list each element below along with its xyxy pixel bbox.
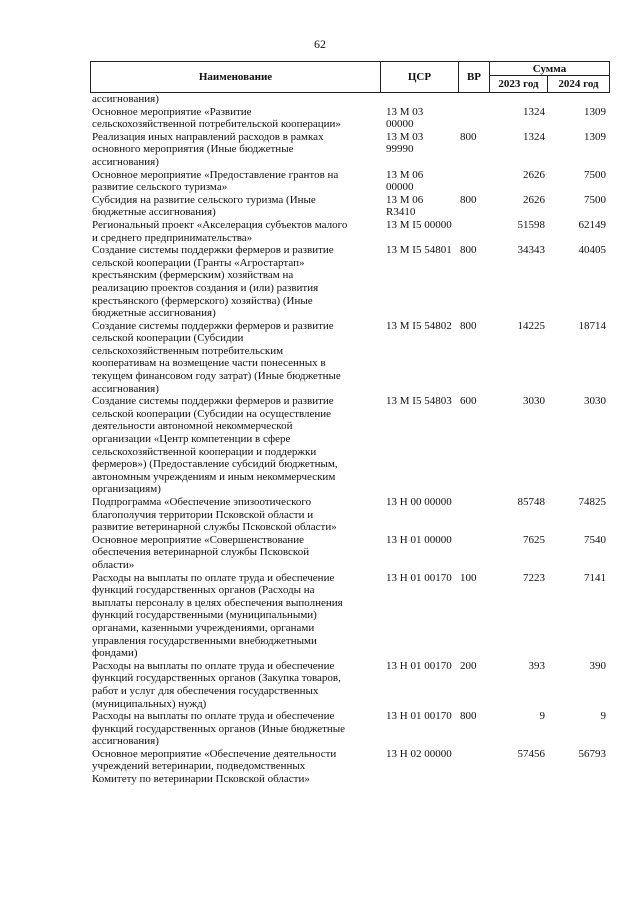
table-body [90,93,610,786]
row-vr [458,496,489,534]
table-row [90,131,610,169]
row-name-line: сельской кооперации (Субсидии на осуществление [92,407,332,420]
row-sum-2023: 2626 [523,168,545,181]
row-name-line: Расходы на выплаты по оплате труда и обеспечение [92,571,335,584]
row-sum-2024: 7500 [584,193,606,206]
table-row [90,106,610,131]
table-row [90,93,610,106]
row-name-line: области» [92,558,135,571]
row-vr: 800 [460,244,477,257]
row-sum-2023 [489,93,547,106]
row-name-line: (муниципальных) нужд) [92,697,207,710]
row-name [90,496,380,534]
row-name-line: Реализация иных направлений расходов в рамках [92,130,324,143]
row-csr-line: 13 Н 00 00000 [386,496,452,508]
table-header [90,61,610,93]
row-name-line: фермеров») (Предоставление субсидий бюджетным, [92,458,338,471]
row-vr [458,534,489,572]
row-name-line: Расходы на выплаты по оплате труда и обеспечение [92,710,335,723]
row-vr [458,219,489,244]
row-name-line: Создание системы поддержки фермеров и развитие [92,395,334,408]
row-csr-line: 00000 [386,118,414,131]
row-name-line: Подпрограмма «Обеспечение эпизоотического [92,496,312,508]
row-csr-line: 13 М I5 00000 [386,218,452,231]
row-name-line: Создание системы поддержки фермеров и развитие [92,319,334,332]
row-name-line: функций государственных органов (Расходы на [92,584,315,597]
row-name [90,93,380,106]
row-sum-2023: 57456 [517,747,545,760]
row-name-line: работ и услуг для обеспечения государственных [92,684,319,697]
table-row [90,748,610,786]
row-name-line: Основное мероприятие «Совершенствование [92,533,305,546]
table-row [90,169,610,194]
header-vr: ВР [459,62,490,92]
row-name-line: бюджетные ассигнования) [92,206,216,219]
page-number: 62 [314,37,326,51]
row-csr-line: 13 М 06 [386,168,424,181]
row-name-line: и среднего предпринимательства» [92,231,253,244]
row-name-line: ассигнования) [92,735,159,748]
row-sum-2024: 1309 [584,130,606,143]
row-vr: 800 [460,319,477,332]
row-sum-2024: 7540 [584,533,606,546]
row-vr: 800 [460,710,477,723]
row-csr [380,194,458,219]
row-sum-2023: 7625 [523,533,545,546]
row-sum-2024: 3030 [584,395,606,408]
row-name-line: сельскохозяйственной потребительской кооперации» [92,118,341,131]
row-csr [380,572,458,660]
row-name-line: ассигнования) [92,93,159,105]
row-name [90,395,380,496]
row-name-line: управления государственными внебюджетными [92,634,317,647]
row-vr [458,106,489,131]
header-name: Наименование [91,62,381,92]
row-csr-line: 99990 [386,143,414,156]
row-name [90,106,380,131]
row-name-line: сельской кооперации (Гранты «Агростартап» [92,256,305,269]
table-row [90,244,610,320]
row-sum-2024: 56793 [578,747,606,760]
row-csr-line: 13 Н 01 00170 [386,710,452,723]
row-name-line: организации «Центр компетенции в сфере [92,433,291,446]
row-name-line: Региональный проект «Акселерация субъектов малого [92,218,348,231]
header-csr: ЦСР [381,62,459,92]
row-csr-line: R3410 [386,206,416,219]
row-name-line: Комитету по ветеринарии Псковской области» [92,773,310,786]
row-name-line: бюджетные ассигнования) [92,307,216,320]
row-sum-2023: 1324 [523,105,545,118]
row-csr [380,660,458,710]
row-name-line: выплаты персоналу в целях обеспечения выполнения [92,596,343,609]
row-csr [380,244,458,320]
row-csr-line: 13 М I5 54801 [386,244,452,257]
row-name-line: крестьянским (фермерским) хозяйствам на [92,269,294,282]
row-csr [380,93,458,106]
row-name-line: фондами) [92,647,138,660]
row-sum-2023: 393 [528,659,545,672]
row-name [90,169,380,194]
table-row [90,496,610,534]
row-vr: 800 [460,130,477,143]
row-name [90,710,380,748]
row-sum-2024: 390 [589,659,606,672]
header-year-2024: 2024 год [558,78,599,90]
row-csr [380,169,458,194]
row-name-line: реализацию проектов создания и (или) развития [92,281,319,294]
row-csr-line: 13 Н 01 00170 [386,571,452,584]
row-name-line: деятельности автономной некоммерческой [92,420,293,433]
row-csr [380,534,458,572]
table-row [90,710,610,748]
row-name-line: развитие ветеринарной службы Псковской области» [92,521,337,534]
row-name-line: сельской кооперации (Субсидии [92,332,244,345]
row-sum-2024 [547,93,608,106]
header-sum: Сумма [490,62,609,76]
row-csr-line: 13 М 03 [386,105,424,118]
table-row [90,534,610,572]
row-name-line: основного мероприятия (Иные бюджетные [92,143,294,156]
row-name-line: кооперативам на возмещение части понесенных в [92,357,326,370]
row-name [90,534,380,572]
row-vr [458,93,489,106]
row-csr [380,395,458,496]
row-sum-2024: 7141 [584,571,606,584]
row-name-line: функций государственных органов (Закупка товаров, [92,672,341,685]
row-name-line: сельскохозяйственной кооперации и поддержки [92,445,317,458]
row-sum-2024: 18714 [578,319,606,332]
row-name-line: благополучия территории Псковской области и [92,508,314,521]
row-name [90,660,380,710]
row-csr-line: 13 Н 01 00000 [386,533,452,546]
row-name-line: органами, казенными учреждениями, органами [92,621,315,634]
row-name-line: организациям) [92,483,161,496]
row-vr: 200 [460,659,477,672]
row-name-line: учреждений ветеринарии, подведомственных [92,760,306,773]
row-sum-2023: 51598 [517,218,545,231]
row-csr [380,496,458,534]
table-row [90,572,610,660]
row-name [90,572,380,660]
row-csr-line: 13 М I5 54802 [386,319,452,332]
row-name [90,748,380,786]
row-sum-2023: 2626 [523,193,545,206]
row-name [90,244,380,320]
row-sum-2024: 62149 [578,218,606,231]
row-name-line: обеспечения ветеринарной службы Псковской [92,546,310,559]
row-sum-2024: 74825 [578,496,606,508]
row-csr-line: 00000 [386,181,414,194]
row-sum-2023: 1324 [523,130,545,143]
row-name-line: функций государственными (муниципальными) [92,609,317,622]
row-name-line: развитие сельского туризма» [92,181,228,194]
row-csr [380,748,458,786]
header-year-2023: 2023 год [490,76,548,92]
row-sum-2024: 1309 [584,105,606,118]
row-name-line: Субсидия на развитие сельского туризма (Иные [92,193,316,206]
row-csr-line: 13 Н 02 00000 [386,747,452,760]
row-csr [380,710,458,748]
row-name-line: сельскохозяйственным потребительским [92,344,284,357]
table-row [90,395,610,496]
row-csr-line: 13 Н 01 00170 [386,659,452,672]
row-name-line: Создание системы поддержки фермеров и развитие [92,244,334,257]
row-csr [380,106,458,131]
row-sum-2024: 40405 [578,244,606,257]
row-vr: 100 [460,571,477,584]
row-csr-line: 13 М 06 [386,193,424,206]
row-sum-2023: 7223 [523,571,545,584]
row-sum-2024: 9 [600,710,606,723]
row-vr [458,169,489,194]
row-vr [458,748,489,786]
row-csr-line: 13 М 03 [386,130,424,143]
row-name-line: Основное мероприятие «Развитие [92,105,252,118]
row-sum-2023: 34343 [517,244,545,257]
row-vr: 800 [460,193,477,206]
row-name-line: автономным учреждениям и иным некоммерческим [92,470,336,483]
row-name [90,320,380,396]
table-row [90,320,610,396]
row-sum-2024: 7500 [584,168,606,181]
row-name-line: ассигнования) [92,382,159,395]
row-name-line: Основное мероприятие «Обеспечение деятельности [92,747,337,760]
row-vr: 600 [460,395,477,408]
row-name-line: крестьянского (фермерского) хозяйства) (Иные [92,294,313,307]
row-name-line: Основное мероприятие «Предоставление грантов на [92,168,339,181]
row-name [90,194,380,219]
row-name [90,131,380,169]
row-name [90,219,380,244]
row-csr-line: 13 М I5 54803 [386,395,452,408]
row-name-line: ассигнования) [92,155,159,168]
table-row [90,219,610,244]
row-sum-2023: 85748 [517,496,545,508]
row-sum-2023: 14225 [517,319,545,332]
table-row [90,194,610,219]
row-csr [380,219,458,244]
row-name-line: текущем финансовом году затрат) (Иные бюджетные [92,370,341,383]
row-csr [380,131,458,169]
row-sum-2023: 3030 [523,395,545,408]
row-name-line: функций государственных органов (Иные бюджетные [92,722,346,735]
row-name-line: Расходы на выплаты по оплате труда и обеспечение [92,659,335,672]
table-row [90,660,610,710]
row-sum-2023: 9 [539,710,545,723]
row-csr [380,320,458,396]
